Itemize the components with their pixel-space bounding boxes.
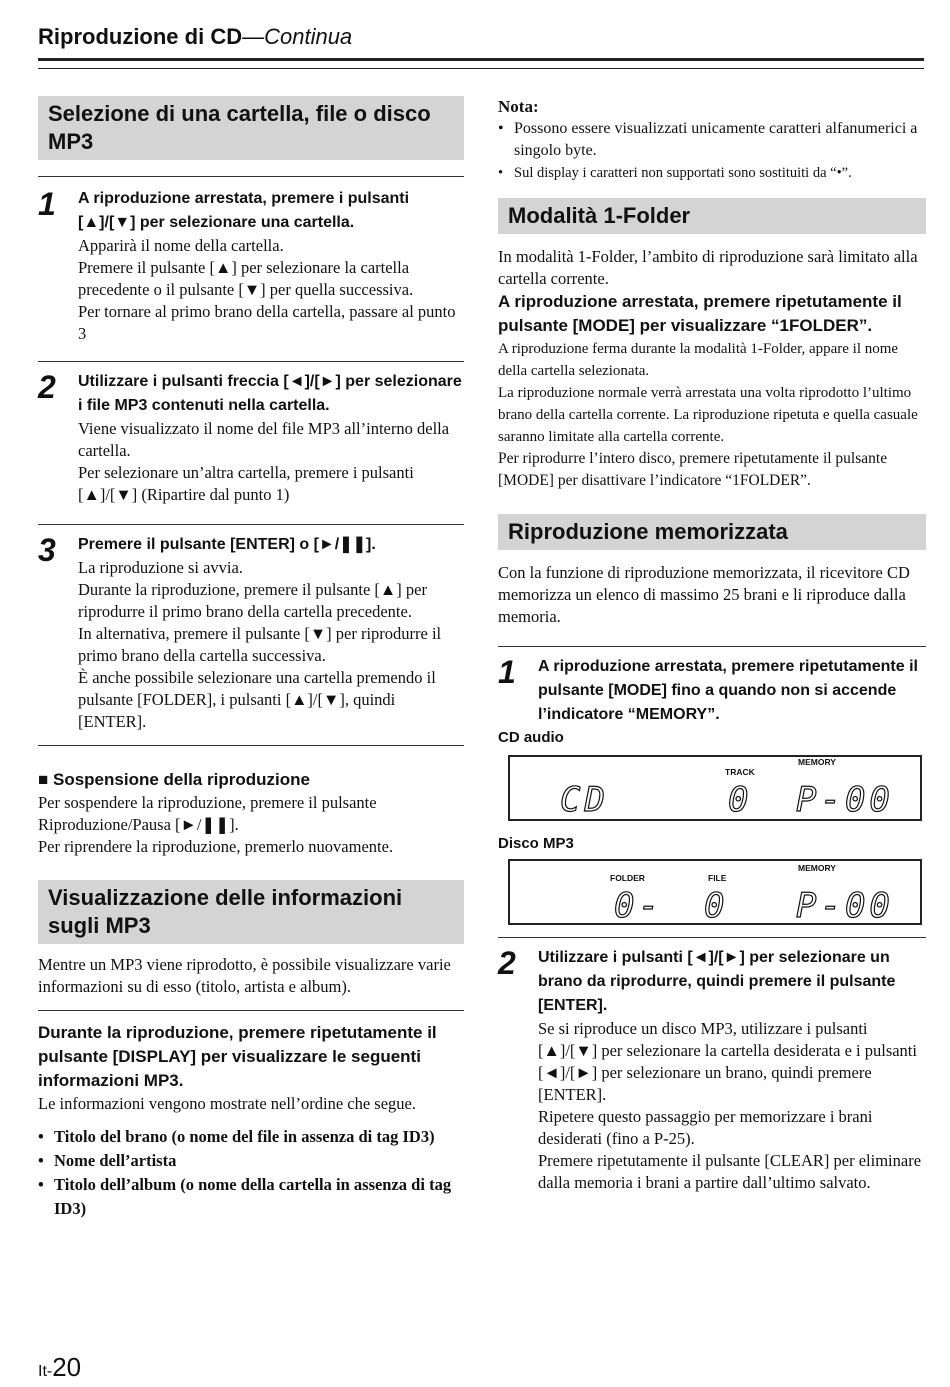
folder-indicator: FOLDER: [610, 873, 645, 883]
memory-step-2: [498, 946, 926, 1194]
section-text: La riproduzione normale verrà arrestata una volta riprodotto l’ultimo brano della cartella corrente. La riproduzione ripetuta e quella casuale saranno limitate alla cartella corrente.: [498, 385, 918, 445]
instruction-heading: Durante la riproduzione, premere ripetutamente il pulsante [DISPLAY] per visualizzare le seguenti informazioni MP3.: [38, 1023, 437, 1090]
header-continued: —Continua: [242, 24, 353, 49]
memory-indicator: MEMORY: [798, 757, 836, 767]
instruction-note: Le informazioni vengono mostrate nell’ordine che segue.: [38, 1094, 416, 1113]
section-title-memory: Riproduzione memorizzata: [498, 514, 926, 550]
display-segment-file: 0: [704, 886, 729, 926]
divider: [38, 524, 464, 525]
step-number: 2: [498, 945, 516, 981]
step-text: Durante la riproduzione, premere il pulsante [▲] per riprodurre il primo brano della cartella precedente.: [78, 580, 427, 621]
section-title-1-folder: Modalità 1-Folder: [498, 198, 926, 234]
step-text: La riproduzione si avvia.: [78, 558, 243, 577]
note-item: • Sul display i caratteri non supportati sono sostituiti da “•”.: [498, 162, 926, 184]
divider: [38, 1010, 464, 1011]
file-indicator: FILE: [708, 873, 727, 883]
header-rule: [38, 68, 924, 69]
step-1: [38, 187, 464, 345]
step-text: Per selezionare un’altra cartella, premere i pulsanti [▲]/[▼] (Ripartire dal punto 1): [78, 463, 414, 504]
info-list: [38, 1125, 464, 1221]
left-column: [38, 96, 464, 1221]
step-text: Se si riproduce un disco MP3, utilizzare i pulsanti [▲]/[▼] per selezionare la cartella desiderata e i pulsanti [◄]/[►] per selezionare un brano, quindi premere [ENTER].: [538, 1019, 917, 1104]
section-intro: In modalità 1-Folder, l’ambito di riproduzione sarà limitato alla cartella corrente.: [498, 247, 918, 288]
step-heading: A riproduzione arrestata, premere ripetutamente il pulsante [MODE] fino a quando non si accende l’indicatore “MEMORY”.: [538, 658, 918, 723]
note-item: • Possono essere visualizzati unicamente caratteri alfanumerici a singolo byte.: [498, 118, 926, 162]
instruction-heading: A riproduzione arrestata, premere ripetutamente il pulsante [MODE] per visualizzare “1FOLDER”.: [498, 292, 902, 335]
step-text: Premere il pulsante [▲] per selezionare la cartella precedente o il pulsante [▼] per quella successiva.: [78, 258, 414, 299]
step-2: [38, 370, 464, 506]
memory-step-1: [498, 655, 926, 727]
pause-text: Per riprendere la riproduzione, premerlo nuovamente.: [38, 837, 394, 856]
pause-text: Per sospendere la riproduzione, premere il pulsante Riproduzione/Pausa [►/❚❚].: [38, 793, 377, 834]
mp3-disc-label: Disco MP3: [498, 835, 574, 852]
step-number: 1: [498, 654, 516, 690]
page-header: [38, 24, 924, 61]
step-text: In alternativa, premere il pulsante [▼] per riprodurre il primo brano della cartella successiva.: [78, 624, 442, 665]
step-number: 2: [38, 369, 56, 405]
divider: [38, 176, 464, 177]
step-text: Viene visualizzato il nome del file MP3 all’interno della cartella.: [78, 419, 450, 460]
step-text: Per tornare al primo brano della cartella, passare al punto 3: [78, 302, 456, 343]
section-text: A riproduzione ferma durante la modalità 1-Folder, appare il nome della cartella selezionata.: [498, 341, 899, 379]
page-prefix: It-: [38, 1363, 53, 1380]
display-segment-track: 0: [728, 780, 753, 820]
step-heading: Utilizzare i pulsanti freccia [◄]/[►] per selezionare i file MP3 contenuti nella cartella.: [78, 373, 462, 414]
step-text: Ripetere questo passaggio per memorizzare i brani desiderati (fino a P-25).: [538, 1107, 873, 1148]
track-indicator: TRACK: [725, 767, 755, 777]
step-number: 1: [38, 186, 56, 222]
step-text: È anche possibile selezionare una cartella premendo il pulsante [FOLDER], i pulsanti [▲]/[▼], quindi [ENTER].: [78, 668, 436, 731]
divider: [498, 646, 926, 647]
display-segment-program: P-00: [796, 886, 894, 926]
display-segment-program: P-00: [796, 780, 894, 820]
cd-audio-display: [508, 755, 922, 821]
display-segment-folder: 0-: [614, 886, 663, 926]
cd-audio-label: CD audio: [498, 729, 564, 746]
note-title: Nota:: [498, 97, 539, 116]
list-item: • Titolo del brano (o nome del file in assenza di tag ID3): [38, 1125, 464, 1149]
divider: [38, 361, 464, 362]
divider: [38, 745, 464, 746]
section-title-mp3-info: Visualizzazione delle informazioni sugli MP3: [38, 880, 464, 944]
right-column: [498, 96, 926, 1194]
section-intro: Con la funzione di riproduzione memorizzata, il ricevitore CD memorizza un elenco di massimo 25 brani e li riproduce dalla memoria.: [498, 563, 910, 626]
list-item: • Nome dell’artista: [38, 1149, 464, 1173]
header-title: Riproduzione di CD: [38, 24, 243, 49]
section-intro: Mentre un MP3 viene riprodotto, è possibile visualizzare varie informazioni su di esso (titolo, artista e album).: [38, 955, 451, 996]
section-title-mp3-selection: Selezione di una cartella, file o disco MP3: [38, 96, 464, 160]
step-heading: A riproduzione arrestata, premere i pulsanti [▲]/[▼] per selezionare una cartella.: [78, 190, 410, 231]
section-text: Per riprodurre l’intero disco, premere ripetutamente il pulsante [MODE] per disattivare l’indicatore “1FOLDER”.: [498, 450, 888, 489]
step-heading: Utilizzare i pulsanti [◄]/[►] per selezionare un brano da riprodurre, quindi premere il pulsante [ENTER].: [538, 949, 896, 1014]
pause-heading: ■ Sospensione della riproduzione: [38, 770, 310, 789]
memory-indicator: MEMORY: [798, 863, 836, 873]
page-number-value: 20: [52, 1352, 82, 1382]
step-heading: Premere il pulsante [ENTER] o [►/❚❚].: [78, 536, 376, 553]
list-item: • Titolo dell’album (o nome della cartella in assenza di tag ID3): [38, 1173, 464, 1221]
page-number: [38, 1352, 81, 1387]
step-3: [38, 533, 464, 733]
divider: [498, 937, 926, 938]
step-text: Apparirà il nome della cartella.: [78, 236, 284, 255]
step-text: Premere ripetutamente il pulsante [CLEAR] per eliminare dalla memoria i brani a partire dall’ultimo salvato.: [538, 1151, 922, 1192]
note-list: [498, 118, 926, 184]
mp3-disc-display: [508, 859, 922, 925]
display-segment-left: CD: [560, 780, 609, 820]
step-number: 3: [38, 532, 56, 568]
